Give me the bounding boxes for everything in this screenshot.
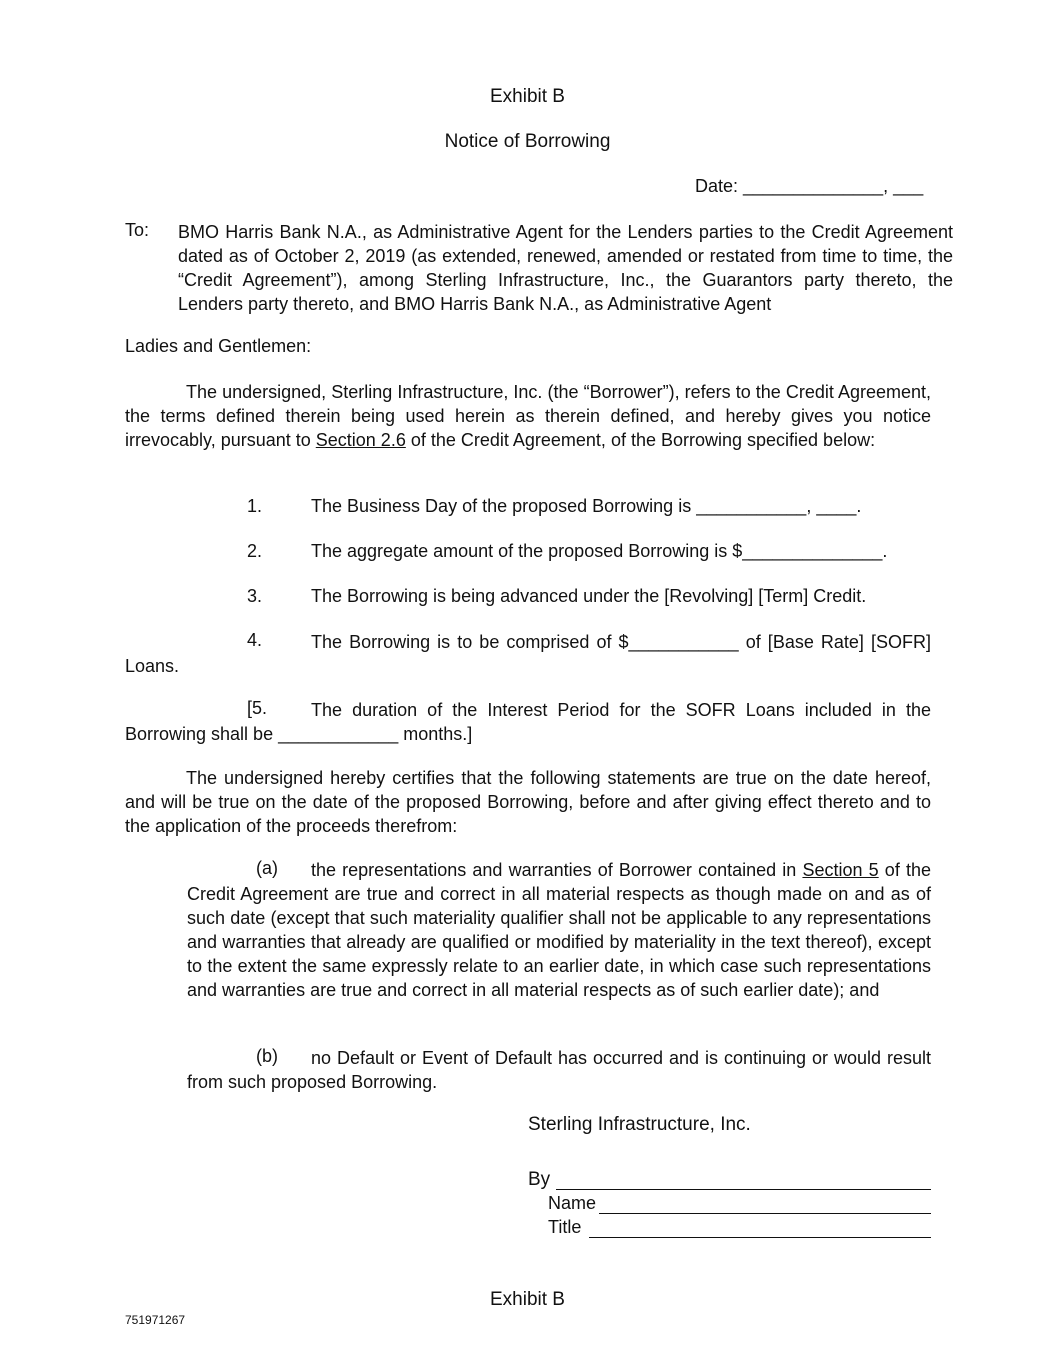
document-title: Notice of Borrowing xyxy=(444,131,611,152)
intro-text-2: of the Credit Agreement, of the Borrowing specified below: xyxy=(405,430,876,450)
certification-paragraph: The undersigned hereby certifies that the following statements are true on the date hereof, and will be true on the date of the proposed Borrowing, before and after giving effect thereto and to the application of the proceeds therefrom: xyxy=(125,768,931,836)
clause-a-text-1: the representations and warranties of Borrower contained in xyxy=(311,860,803,880)
item-3-text: The Borrowing is being advanced under the [Revolving] [Term] Credit. xyxy=(311,586,867,606)
intro-text-1: The undersigned, Sterling Infrastructure, Inc. (the “Borrower”), refers to the Credit Agreement, the terms defined therein being used herein as therein defined, and hereby gives you notice irrevocably, pursuant to xyxy=(125,382,931,450)
item-2-text: The aggregate amount of the proposed Borrowing is $______________. xyxy=(311,541,888,561)
intro-paragraph xyxy=(125,380,931,452)
clause-a-text-2: of the Credit Agreement are true and correct in all material respects as though made on and as of such date (except that such materiality qualifier shall not be applicable to any representations and warranties that already are qualified or modified by materiality in the text thereof), except to the extent the same expressly relate to an earlier date, in which case such representations and warranties are true and correct in all material respects as of such earlier date); and xyxy=(187,860,931,1000)
item-5-number: [5. xyxy=(247,698,268,718)
date-line: Date: ______________, ___ xyxy=(695,176,924,196)
section-5-reference: Section 5 xyxy=(802,860,879,880)
signature-line xyxy=(556,1171,931,1190)
item-1-number: 1. xyxy=(247,496,263,516)
item-4-text: The Borrowing is to be comprised of $___________ of [Base Rate] [SOFR] Loans. xyxy=(125,632,931,676)
title-line xyxy=(589,1219,931,1238)
to-text: BMO Harris Bank N.A., as Administrative Agent for the Lenders parties to the Credit Agreement dated as of October 2, 2019 (as extended, renewed, amended or restated from time to time, the “Credit Agreement”), among Sterling Infrastructure, Inc., the Guarantors party thereto, the Lenders party thereto, and BMO Harris Bank N.A., as Administrative Agent xyxy=(178,222,953,314)
item-4-number: 4. xyxy=(247,630,263,650)
item-1-text: The Business Day of the proposed Borrowing is ___________, ____. xyxy=(311,496,862,516)
signature-by-label: By xyxy=(528,1169,551,1190)
clause-b-label: (b) xyxy=(256,1046,278,1066)
signature-name-label: Name xyxy=(548,1193,597,1213)
signatory-company: Sterling Infrastructure, Inc. xyxy=(528,1114,751,1135)
item-2-number: 2. xyxy=(247,541,263,561)
clause-a-text xyxy=(187,858,931,1002)
to-label: To: xyxy=(125,220,150,240)
signature-title-label: Title xyxy=(548,1217,582,1237)
clause-b-text: no Default or Event of Default has occurred and is continuing or would result from such proposed Borrowing. xyxy=(187,1048,931,1092)
section-2-6-reference: Section 2.6 xyxy=(315,430,406,450)
item-3-number: 3. xyxy=(247,586,263,606)
document-number: 751971267 xyxy=(125,1313,186,1327)
salutation: Ladies and Gentlemen: xyxy=(125,336,312,356)
clause-a-label: (a) xyxy=(256,858,278,878)
name-line xyxy=(599,1195,931,1214)
exhibit-title: Exhibit B xyxy=(490,86,565,107)
footer-exhibit-title: Exhibit B xyxy=(490,1289,565,1310)
item-5-text: The duration of the Interest Period for the SOFR Loans included in the Borrowing shall be ____________ months.] xyxy=(125,700,931,744)
